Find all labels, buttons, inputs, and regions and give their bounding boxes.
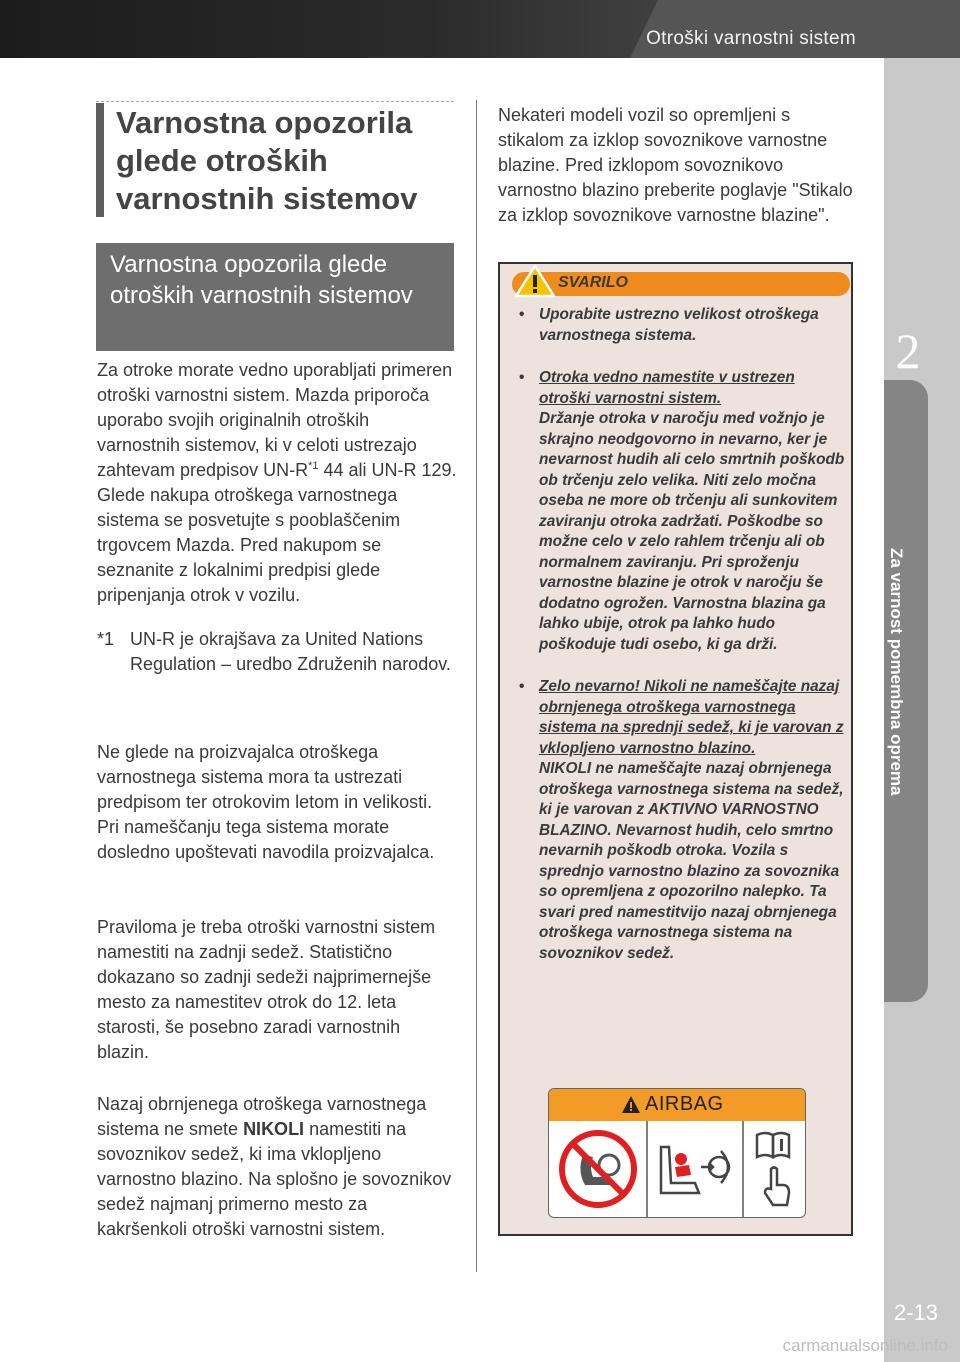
warning-item-size (517, 305, 847, 346)
emphasis-never: NIKOLI (243, 1119, 305, 1139)
footnote-text: UN-R je okrajšava za United Nations Regulation – uredbo Združenih narodov. (130, 629, 451, 674)
airbag-pictograms (549, 1121, 805, 1217)
intro-paragraph (97, 358, 457, 608)
footnote-mark: *1 (97, 629, 115, 649)
column-divider (476, 100, 477, 1272)
warning-item-body: NIKOLI ne nameščajte nazaj obrnjenega otroškega varnostnega sistema na sedež, ki je varovan z AKTIVNO VARNOSTNO BLAZINO. Nevarnost hudih, celo smrtno nevarnih poškodb otroka. Vozila s sprednjo varnostno blazino za sovoznika so opremljena z opozorilno nalepko. Ta svari pred namestitvijo nazaj obrnjenega otroškega varnostnega sistema na sovoznikov sedež. (539, 760, 844, 962)
warning-item-body: Držanje otroka v naročju med vožnjo je skrajno neodgovorno in nevarno, ker je nevarnost hudih ali celo smrtnih poškodb ob trčenju zelo velika. Niti zelo močna oseba ne more ob trčenju ali sunkovitem zaviranju otroka zadržati. Poškodbe so možne celo v zelo rahlem trčenju ali ob normalnem zaviranju. Pri sproženju varnostne blazine je otrok v naročju še dodatno ogrožen. Varnostna blazina ga lahko ubije, otrok pa lahko hudo poškoduje tudi osebo, ki ga drži. (539, 410, 845, 653)
main-heading: Varnostna opozorila glede otroških varnostnih sistemov (116, 105, 418, 216)
heading-accent-bar (96, 103, 104, 217)
footnote (97, 627, 457, 677)
warning-triangle-icon (514, 264, 556, 298)
warning-item-front-seat (517, 677, 847, 964)
paragraph-rear-facing (97, 1092, 457, 1242)
heading-rule (96, 101, 454, 102)
intro-text-b: 44 ali UN-R 129. Glede nakupa otroškega varnostnega sistema se posvetujte s pooblaščenim trgovcem Mazda. Pred nakupom se seznanite z lokalnimi predpisi glede pripenjanja otrok v vozilu. (97, 460, 457, 605)
paragraph-manufacturer: Ne glede na proizvajalca otroškega varnostnega sistema mora ta ustrezati predpisom ter otrokovim letom in velikosti. Pri nameščanju tega sistema morate dosledno upoštevati navodila proizvajalca. (97, 742, 435, 862)
section-title: Otroški varnostni sistem (646, 28, 856, 49)
rear-facing-text-a: Nazaj obrnjenega otroškega varnostnega sistema ne smete (97, 1094, 427, 1139)
warning-list (517, 305, 847, 986)
rear-facing-text-b: namestiti na sovoznikov sedež, ki ima vklopljeno varnostno blazino. Na splošno je sovoznikov sedež najmanj primerno mesto za kakršenkoli otroški varnostni sistem. (97, 1119, 452, 1239)
paragraph-rear-seat: Praviloma je treba otroški varnostni sistem namestiti na zadnji sedež. Statistično dokazano so zadnji sedeži najprimernejše mesto za namestitev otrok do 12. leta starosti, še posebno zaradi varnostnih blazin. (97, 917, 436, 1062)
warning-label: SVARILO (558, 274, 628, 291)
warning-item-child-seat (517, 368, 847, 655)
bullet-icon: • (519, 369, 525, 386)
watermark: carmanualsonline.info (782, 1336, 948, 1355)
page-number: 2-13 (894, 1300, 939, 1325)
chapter-title: Za varnost pomembna oprema (887, 548, 906, 796)
intro-text-a: Za otroke morate vedno uporabljati primeren otroški varnostni sistem. Mazda priporoča uporabo svojih originalnih otroških varnostnih sistemov, ki v celoti ustrezajo zahtevam predpisov UN-R (97, 360, 453, 480)
warning-item-text: Uporabite ustrezno velikost otroškega varnostnega sistema. (539, 306, 819, 344)
sub-heading: Varnostna opozorila glede otroških varnostnih sistemov (110, 251, 413, 309)
paragraph-switch: Nekateri modeli vozil so opremljeni s stikalom za izklop sovoznikove varnostne blazine. Pred izklopom sovoznikovo varnostno blazino preberite poglavje "Stikalo za izklop sovoznikove varnostne blazine". (498, 105, 853, 225)
chapter-number: 2 (895, 323, 921, 379)
bullet-icon: • (519, 306, 525, 323)
airbag-label-text: AIRBAG (645, 1093, 724, 1115)
airbag-warning-label (548, 1088, 806, 1218)
warning-item-heading: Otroka vedno namestite v ustrezen otroški varnostni sistem. (539, 369, 795, 407)
warning-item-heading: Zelo nevarno! Nikoli ne nameščajte nazaj obrnjenega otroškega varnostnega sistema na sprednji sedež, ki je varovan z vklopljeno varnostno blazino. (539, 678, 844, 757)
footnote-ref: *1 (308, 460, 319, 472)
airbag-warning-icon (621, 1095, 641, 1115)
bullet-icon: • (519, 678, 525, 695)
